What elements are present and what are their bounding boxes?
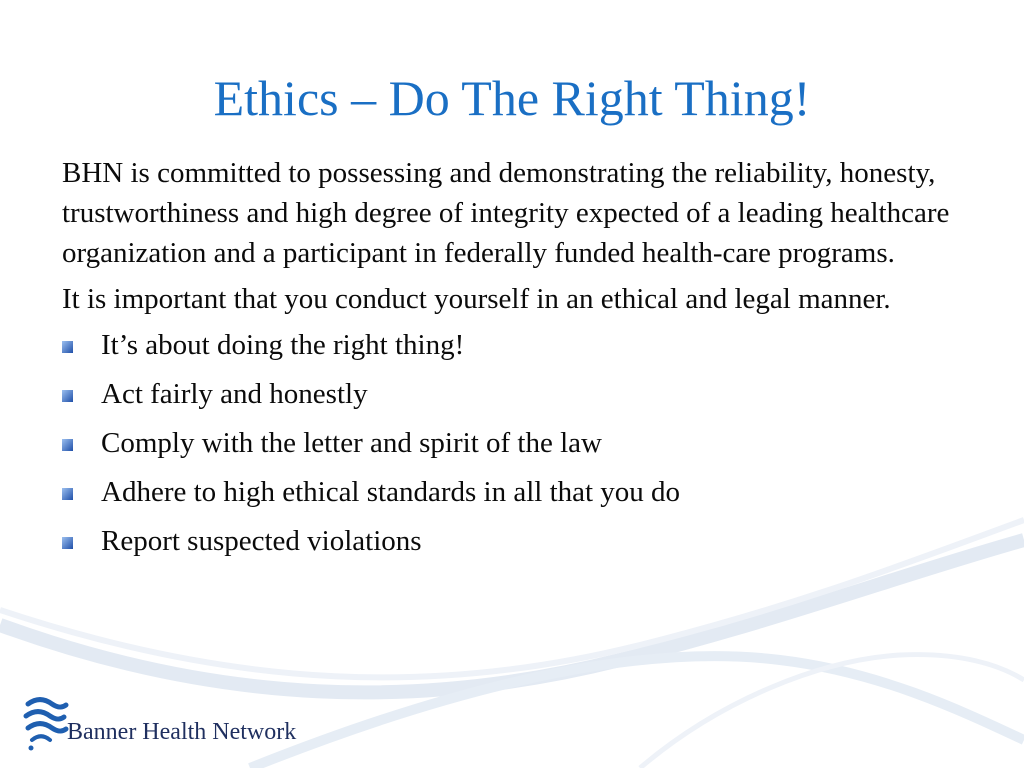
bullet-item	[62, 423, 967, 463]
banner-health-network-logo: Banner Health Network	[67, 719, 297, 745]
bullet-list	[62, 325, 967, 561]
slide-body	[62, 153, 967, 570]
conduct-paragraph: It is important that you conduct yourself in an ethical and legal manner.	[62, 283, 891, 315]
bullet-item	[62, 374, 967, 414]
bullet-item	[62, 325, 967, 365]
square-bullet-icon	[62, 537, 73, 549]
bullet-text: Comply with the letter and spirit of the law	[101, 427, 602, 459]
bullet-item	[62, 472, 967, 512]
square-bullet-icon	[62, 390, 73, 402]
bullet-item	[62, 521, 967, 561]
square-bullet-icon	[62, 439, 73, 451]
intro-paragraph: BHN is committed to possessing and demonstrating the reliability, honesty, trustworthiness and high degree of integrity expected of a leading healthcare organization and a participant in federally funded health-care programs.	[62, 157, 950, 269]
bullet-text: Act fairly and honestly	[101, 378, 368, 410]
bullet-text: Report suspected violations	[101, 525, 422, 557]
bullet-text: It’s about doing the right thing!	[101, 329, 465, 361]
slide-title: Ethics – Do The Right Thing!	[213, 70, 811, 126]
bullet-text: Adhere to high ethical standards in all that you do	[101, 476, 681, 508]
square-bullet-icon	[62, 488, 73, 500]
square-bullet-icon	[62, 341, 73, 353]
